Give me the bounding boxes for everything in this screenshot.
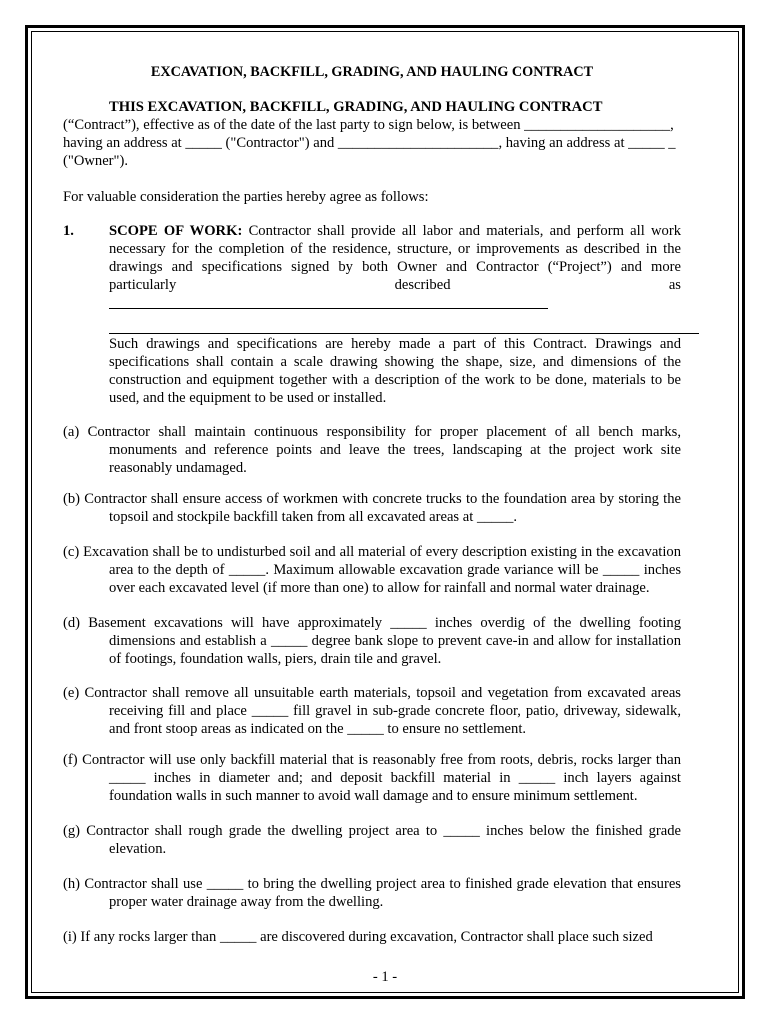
- clause-d: (d) Basement excavations will have approximately _____ inches overdig of the dwelling footing dimensions and establish a _____ degree bank slope to prevent cave-in and allow for installation of footings, foundation walls, piers, drain tile and gravel.: [63, 614, 681, 667]
- intro-heading: THIS EXCAVATION, BACKFILL, GRADING, AND HAULING CONTRACT: [109, 98, 603, 115]
- clause-i: (i) If any rocks larger than _____ are discovered during excavation, Contractor shall place such sized: [63, 928, 653, 945]
- consideration-paragraph: For valuable consideration the parties hereby agree as follows:: [63, 188, 429, 205]
- description-blank-line-2: [109, 315, 699, 334]
- section-heading: SCOPE OF WORK:: [109, 223, 243, 240]
- clause-c: (c) Excavation shall be to undisturbed soil and all material of every description existing in the excavation area to the depth of _____. Maximum allowable excavation grade variance will be _____ inches over each excavated level (if more than one) to allow for rainfall and normal water drainage.: [63, 544, 681, 596]
- intro-paragraph: [63, 99, 681, 171]
- section-number: 1.: [63, 223, 74, 240]
- clause-e: (e) Contractor shall remove all unsuitable earth materials, topsoil and vegetation from excavated areas receiving fill and place _____ fill gravel in sub-grade concrete floor, patio, driveway, sidewalk, and front stoop areas as indicated on the _____ to ensure no settlement.: [63, 685, 681, 738]
- section-scope-of-work: [63, 223, 681, 407]
- section-text: Contractor shall provide all labor and materials, and perform all work necessary for the completion of the residence, structure, or improvements as described in the drawings and specifications signed by both Owner and Contractor (“Project”) and more particularly described as: [109, 223, 682, 294]
- description-blank-line: [109, 295, 548, 309]
- clause-a: (a) Contractor shall maintain continuous responsibility for proper placement of all bench marks, monuments and reference points and leave the trees, landscaping at the project work site reasonably undamaged.: [63, 424, 681, 477]
- document-body: [63, 64, 681, 963]
- page-number: - 1 -: [372, 969, 398, 985]
- document-title: EXCAVATION, BACKFILL, GRADING, AND HAULING CONTRACT: [150, 64, 594, 80]
- clause-b: (b) Contractor shall ensure access of workmen with concrete trucks to the foundation area by storing the topsoil and stockpile backfill taken from all excavated areas at _____.: [63, 491, 681, 526]
- section-body: Such drawings and specifications are hereby made a part of this Contract. Drawings and specifications shall contain a scale drawing showing the shape, size, and dimensions of the construction and equipment together with a description of the work to be done, materials to be used, and the equipment to be used or installed.: [109, 335, 681, 406]
- intro-text: (“Contract”), effective as of the date of the last party to sign below, is between ____________________, having an address at _____ ("Contractor") and ______________________, having an address at _____ _ ("Owner").: [63, 116, 676, 169]
- clause-h: (h) Contractor shall use _____ to bring the dwelling project area to finished grade elevation that ensures proper water drainage away from the dwelling.: [63, 875, 681, 910]
- clause-g: (g) Contractor shall rough grade the dwelling project area to _____ inches below the finished grade elevation.: [63, 822, 681, 857]
- clause-f: (f) Contractor will use only backfill material that is reasonably free from roots, debris, rocks larger than _____ inches in diameter and; and deposit backfill material in _____ inch layers against foundation walls in such manner to avoid wall damage and to ensure minimum settlement.: [63, 752, 681, 804]
